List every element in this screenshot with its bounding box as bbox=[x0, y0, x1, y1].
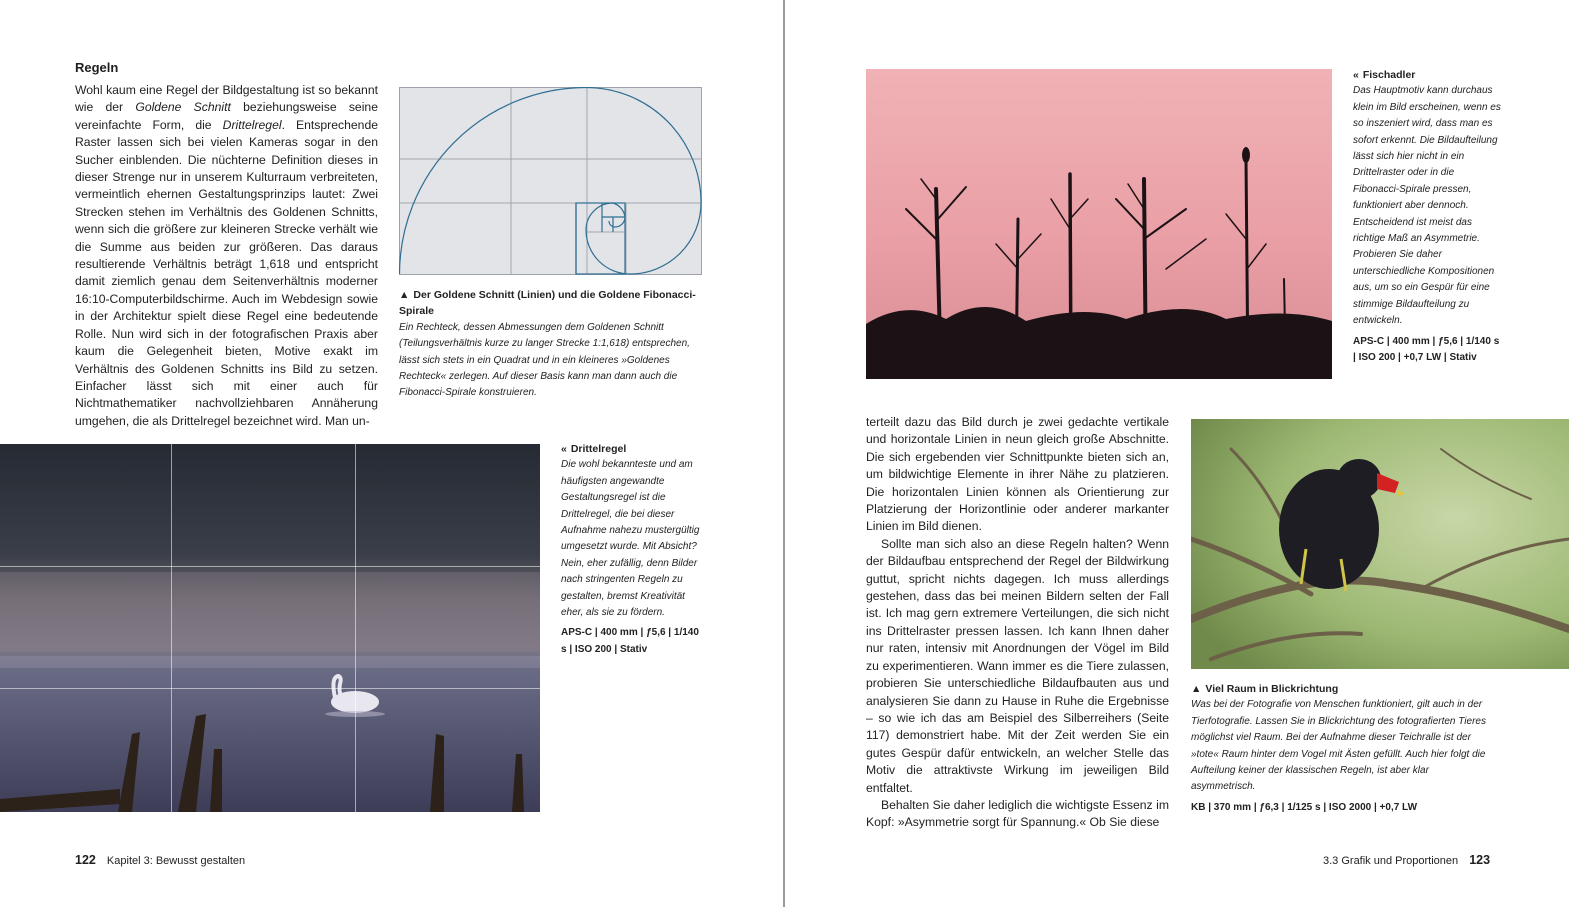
third-line-h1 bbox=[0, 566, 540, 567]
caption-exposure-data: APS-C | 400 mm | ƒ5,6 | 1/140 s | ISO 200 | Stativ bbox=[561, 627, 699, 655]
arrow-left-icon: « bbox=[1353, 69, 1359, 81]
right-body-paragraph-2: Sollte man sich also an diese Regeln halten? Wenn der Bildaufbau entsprechend der Regel der Bildwirkung guttut, spricht nichts dagegen. Ich muss allerdings gestehen, dass das bei meinen Bildern selten der Fall ist. Ich mag gern extremere Verteilungen, die sich nicht ins Drittelraster pressen lassen. Ich kann Ihnen daher nur raten, intensiv mit Anordnungen der Vögel im Bild zu experimentieren. Wann immer es die Tiere zulassen, probieren Sie unterschiedliche Bildaufbauten aus und analysieren Sie dann zu Hause in Ruhe die Ergebnisse – so wie ich das am Beispiel des Silberreihers (Seite 117) demonstriert habe. Mit der Zeit werden Sie ein gutes Gespür dafür entwickeln, an welcher Stelle das Motiv die attraktivste Wirkung im jeweiligen Bild entfaltet. bbox=[866, 536, 1169, 795]
caption-exposure-data: APS-C | 400 mm | ƒ5,6 | 1/140 s | ISO 200 | +0,7 LW | Stativ bbox=[1353, 335, 1500, 363]
teichralle-photo-illustration bbox=[1191, 419, 1569, 669]
caption-title: Fischadler bbox=[1362, 69, 1416, 81]
fischadler-photo bbox=[866, 69, 1332, 379]
drittelregel-caption bbox=[561, 441, 706, 658]
golden-ratio-caption bbox=[399, 287, 699, 402]
third-line-h2 bbox=[0, 688, 540, 689]
body-span: beziehungsweise seine vereinfachte Form, die bbox=[75, 100, 378, 132]
caption-title: Der Goldene Schnitt (Linien) und die Goldene Fibonacci-Spirale bbox=[399, 289, 696, 318]
arrow-up-icon: ▲ bbox=[1191, 683, 1202, 695]
page-number-left: 122 bbox=[75, 853, 96, 867]
page-number-right: 123 bbox=[1469, 853, 1491, 867]
swan-photo-illustration bbox=[0, 444, 540, 812]
caption-title-row bbox=[1353, 67, 1501, 83]
body-emphasis-drittel: Drittelregel bbox=[222, 117, 282, 132]
caption-text: Ein Rechteck, dessen Abmessungen dem Goldenen Schnitt (Teilungsverhältnis kurze zu langer Strecke 1:1,618) entsprechen, lässt sich stets in ein Quadrat und in ein kleineres »Goldenes Rechteck« zerlegen. Auf dieser Basis kann man dann auch die Fibonacci-Spirale konstruieren. bbox=[399, 321, 690, 399]
left-body-text bbox=[75, 82, 378, 430]
caption-exposure-data: KB | 370 mm | ƒ6,3 | 1/125 s | ISO 2000 | +0,7 LW bbox=[1191, 801, 1418, 813]
caption-text: Das Hauptmotiv kann durchaus klein im Bild erscheinen, wenn es so inszeniert wird, dass man es sofort erkennt. Die Bildaufteilung lässt sich hier nicht in ein Drittelraster oder in die Fibonacci-Spirale pressen, funktioniert aber dennoch. Entscheidend ist meist das richtige Maß an Asymmetrie. Probieren Sie daher unterschiedliche Kompositionen aus, um so ein Gespür für eine stimmige Bildaufteilung zu entwickeln. bbox=[1353, 85, 1501, 327]
caption-text: Die wohl bekannteste und am häufigsten angewandte Gestaltungsregel ist die Drittelregel, die bei dieser Aufnahme nahezu mustergültig umgesetzt wurde. Mit Absicht? Nein, eher zufällig, denn Bilder nach stringenten Regeln zu gestalten, bremst Kreativität eher, als sie zu fördern. bbox=[561, 459, 700, 619]
body-emphasis-golden: Goldene Schnitt bbox=[135, 100, 231, 115]
left-footer bbox=[75, 853, 245, 867]
golden-ratio-figure bbox=[399, 87, 702, 275]
book-spine bbox=[783, 0, 785, 907]
fischadler-caption bbox=[1353, 67, 1501, 366]
swan-photo bbox=[0, 444, 540, 812]
running-chapter-title: Kapitel 3: Bewusst gestalten bbox=[106, 855, 246, 867]
body-span: Wohl kaum eine Regel der Bildgestaltung ist so bekannt wie der bbox=[75, 83, 378, 115]
section-heading: Regeln bbox=[75, 60, 119, 75]
teichralle-caption bbox=[1191, 681, 1491, 816]
caption-title: Drittelregel bbox=[570, 443, 627, 455]
third-line-v1 bbox=[171, 444, 172, 812]
caption-title: Viel Raum in Blickrichtung bbox=[1205, 683, 1339, 695]
right-body-paragraph-1: terteilt dazu das Bild durch je zwei gedachte vertikale und horizontale Linien in neun gleich große Abschnitte. Die sich ergebenden vier Schnittpunkte bieten sich an, um bildwichtige Elemente in ihrer Nähe zu platzieren. Die horizontalen Linien können als Orientierung zur Platzierung der Horizontlinie oder anderer markanter Linien im Bild dienen. bbox=[866, 415, 1169, 534]
caption-text: Was bei der Fotografie von Menschen funktioniert, gilt auch in der Tierfotografie. Lassen Sie in Blickrichtung des fotografierten Tieres möglichst viel Raum. Bei der Aufnahme dieser Teichralle ist der »tote« Raum hinter dem Vogel mit Ästen gefüllt. Auch hier folgt die Aufteilung keiner der klassischen Regeln, ist aber klar asymmetrisch. bbox=[1191, 699, 1486, 793]
arrow-left-icon: « bbox=[561, 443, 567, 455]
body-span: . Entsprechende Raster lassen sich bei vielen Kameras sogar in den Sucher einblenden. Die nüchterne Definition dieses in dieser Strenge nur in unserem Kulturraum verbreiteten, vermeintlich ehernen Gestaltungsprinzips lautet: Zwei Strecken stehen im Verhältnis des Goldenen Schnitts, wenn sich die größere zur kleineren Strecke verhält wie die Summe aus beiden zur größeren. Das daraus resultierende Verhältnis beträgt 1,618 und entspricht damit ziemlich genau dem Seitenverhältnis moderner 16:10-Computerbildschirme. Auch im Webdesign sowie in der Architektur spielt diese Regel eine bedeutende Rolle. Nun wird sich in der fotografischen Praxis aber kaum die Gelegenheit bieten, Motive exakt im Verhältnis des Goldenen Schnitts ins Bild zu setzen. Einfacher lässt sich mit einer auch für Nichtmathematiker nachvollziehbaren Annäherung umgehen, die als Drittelregel bezeichnet wird. Man un- bbox=[75, 117, 379, 428]
arrow-up-icon: ▲ bbox=[399, 289, 410, 301]
running-section-title: 3.3 Grafik und Proportionen bbox=[1323, 855, 1459, 867]
right-footer bbox=[1323, 853, 1490, 867]
left-body-paragraph bbox=[75, 82, 378, 430]
fischadler-photo-illustration bbox=[866, 69, 1332, 379]
caption-title-row bbox=[561, 441, 706, 457]
third-line-v2 bbox=[355, 444, 356, 812]
caption-title-row bbox=[1191, 681, 1491, 697]
right-body-paragraph-3: Behalten Sie daher lediglich die wichtigste Essenz im Kopf: »Asymmetrie sorgt für Spannung.« Ob Sie diese bbox=[866, 797, 1169, 830]
teichralle-photo bbox=[1191, 419, 1569, 669]
right-body-text bbox=[866, 414, 1169, 832]
caption-title-row bbox=[399, 287, 699, 320]
golden-spiral-diagram bbox=[399, 87, 702, 275]
